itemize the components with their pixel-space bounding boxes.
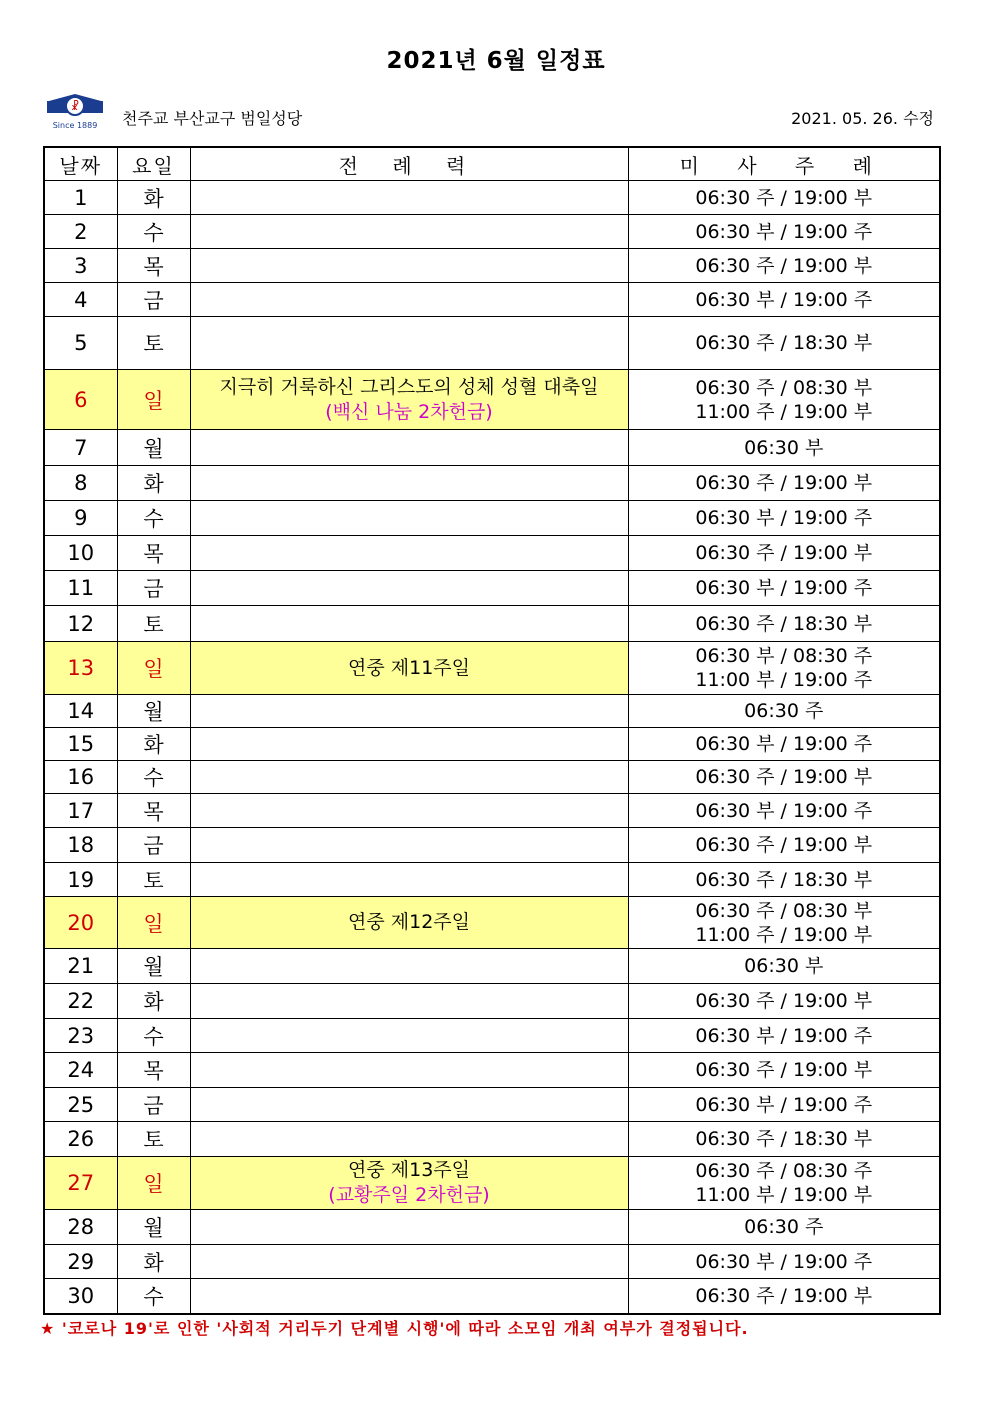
day-cell: 3 bbox=[44, 249, 117, 283]
mass-cell bbox=[628, 430, 940, 466]
mass-times-line: 11:00 부 / 19:00 부 bbox=[695, 1184, 873, 1206]
table-row bbox=[44, 1245, 940, 1279]
table-row bbox=[44, 863, 940, 897]
feast-note: (백신 나눔 2차헌금) bbox=[325, 400, 493, 423]
mass-times-line: 06:30 부 / 19:00 주 bbox=[695, 799, 873, 822]
table-row bbox=[44, 215, 940, 249]
day-cell: 14 bbox=[44, 695, 117, 728]
mass-times-line: 06:30 주 / 19:00 부 bbox=[695, 1284, 873, 1307]
revision-date: 2021. 05. 26. 수정 bbox=[791, 109, 934, 128]
day-cell: 29 bbox=[44, 1245, 117, 1279]
table-row bbox=[44, 1088, 940, 1122]
liturgy-cell bbox=[190, 370, 628, 430]
liturgy-cell bbox=[190, 606, 628, 642]
mass-times-line: 06:30 주 / 19:00 부 bbox=[695, 766, 873, 788]
day-cell: 28 bbox=[44, 1210, 117, 1245]
mass-cell bbox=[628, 984, 940, 1019]
day-cell: 13 bbox=[44, 642, 117, 695]
table-row bbox=[44, 181, 940, 215]
day-cell: 9 bbox=[44, 501, 117, 536]
mass-times-line: 06:30 주 bbox=[744, 1216, 824, 1238]
liturgy-cell bbox=[190, 984, 628, 1019]
mass-times-line: 06:30 부 bbox=[744, 436, 824, 459]
weekday-cell: 금 bbox=[117, 828, 190, 863]
feast-name: 연중 제11주일 bbox=[348, 656, 470, 679]
table-row bbox=[44, 1210, 940, 1245]
table-row bbox=[44, 949, 940, 984]
weekday-cell: 금 bbox=[117, 283, 190, 317]
weekday-cell: 일 bbox=[117, 642, 190, 695]
day-cell: 11 bbox=[44, 571, 117, 606]
liturgy-cell bbox=[190, 1053, 628, 1088]
weekday-cell: 목 bbox=[117, 249, 190, 283]
header-day: 날짜 bbox=[44, 147, 117, 181]
mass-times-line: 06:30 주 / 19:00 부 bbox=[695, 1059, 873, 1081]
liturgy-cell bbox=[190, 1279, 628, 1314]
svg-text:☧: ☧ bbox=[70, 100, 80, 113]
mass-cell bbox=[628, 1019, 940, 1053]
day-cell: 15 bbox=[44, 728, 117, 761]
weekday-cell: 목 bbox=[117, 536, 190, 571]
liturgy-cell bbox=[190, 897, 628, 949]
table-row bbox=[44, 1279, 940, 1314]
liturgy-cell bbox=[190, 215, 628, 249]
weekday-cell: 월 bbox=[117, 949, 190, 984]
mass-times-line: 06:30 부 / 19:00 주 bbox=[695, 577, 873, 599]
weekday-cell: 화 bbox=[117, 181, 190, 215]
mass-cell bbox=[628, 606, 940, 642]
mass-times-line: 06:30 주 / 18:30 부 bbox=[695, 332, 873, 354]
mass-times-line: 06:30 주 / 18:30 부 bbox=[695, 612, 873, 635]
header-row bbox=[44, 147, 940, 181]
mass-cell bbox=[628, 466, 940, 501]
mass-times-line: 06:30 부 / 08:30 주 bbox=[695, 645, 873, 667]
day-cell: 4 bbox=[44, 283, 117, 317]
table-row bbox=[44, 249, 940, 283]
liturgy-cell bbox=[190, 1245, 628, 1279]
table-row bbox=[44, 642, 940, 695]
table-row bbox=[44, 317, 940, 370]
day-cell: 30 bbox=[44, 1279, 117, 1314]
mass-times-line: 06:30 주 bbox=[744, 700, 824, 722]
mass-cell bbox=[628, 370, 940, 430]
weekday-cell: 월 bbox=[117, 695, 190, 728]
mass-cell bbox=[628, 317, 940, 370]
footnote: ★ '코로나 19'로 인한 '사회적 거리두기 단계별 시행'에 따라 소모임 개최 여부가 결정됩니다. bbox=[40, 1319, 749, 1338]
day-cell: 16 bbox=[44, 761, 117, 794]
mass-cell bbox=[628, 761, 940, 794]
weekday-cell: 화 bbox=[117, 1245, 190, 1279]
page-title: 2021년 6월 일정표 bbox=[386, 48, 606, 74]
feast-name: 연중 제12주일 bbox=[348, 911, 470, 933]
mass-times-line: 06:30 주 / 19:00 부 bbox=[695, 542, 873, 564]
liturgy-cell bbox=[190, 249, 628, 283]
weekday-cell: 월 bbox=[117, 430, 190, 466]
day-cell: 20 bbox=[44, 897, 117, 949]
mass-times-line: 06:30 주 / 19:00 부 bbox=[695, 186, 873, 209]
weekday-cell: 수 bbox=[117, 1019, 190, 1053]
liturgy-cell bbox=[190, 828, 628, 863]
mass-times-line: 06:30 부 bbox=[744, 955, 824, 977]
liturgy-cell bbox=[190, 283, 628, 317]
feast-name: 연중 제13주일 bbox=[348, 1159, 470, 1181]
weekday-cell: 수 bbox=[117, 1279, 190, 1314]
liturgy-cell bbox=[190, 501, 628, 536]
mass-times-line: 11:00 주 / 19:00 부 bbox=[695, 923, 873, 946]
mass-cell bbox=[628, 1088, 940, 1122]
table-row bbox=[44, 606, 940, 642]
table-row bbox=[44, 501, 940, 536]
table-row bbox=[44, 571, 940, 606]
mass-times-line: 06:30 주 / 08:30 주 bbox=[695, 1160, 873, 1182]
weekday-cell: 일 bbox=[117, 897, 190, 949]
table-row bbox=[44, 1122, 940, 1157]
day-cell: 24 bbox=[44, 1053, 117, 1088]
mass-times-line: 06:30 부 / 19:00 주 bbox=[695, 220, 873, 243]
liturgy-cell bbox=[190, 695, 628, 728]
mass-cell bbox=[628, 828, 940, 863]
liturgy-cell bbox=[190, 949, 628, 984]
parish-logo bbox=[45, 92, 105, 132]
weekday-cell: 목 bbox=[117, 794, 190, 828]
table-row bbox=[44, 370, 940, 430]
mass-cell bbox=[628, 1053, 940, 1088]
mass-cell bbox=[628, 642, 940, 695]
weekday-cell: 월 bbox=[117, 1210, 190, 1245]
mass-cell bbox=[628, 1122, 940, 1157]
day-cell: 25 bbox=[44, 1088, 117, 1122]
weekday-cell: 토 bbox=[117, 863, 190, 897]
liturgy-cell bbox=[190, 1088, 628, 1122]
liturgy-cell bbox=[190, 642, 628, 695]
day-cell: 8 bbox=[44, 466, 117, 501]
header-weekday: 요일 bbox=[117, 147, 190, 181]
weekday-cell: 토 bbox=[117, 317, 190, 370]
mass-times-line: 06:30 주 / 19:00 부 bbox=[695, 472, 873, 494]
mass-cell bbox=[628, 1157, 940, 1210]
day-cell: 23 bbox=[44, 1019, 117, 1053]
table-row bbox=[44, 466, 940, 501]
day-cell: 12 bbox=[44, 606, 117, 642]
mass-cell bbox=[628, 897, 940, 949]
mass-times-line: 06:30 주 / 18:30 부 bbox=[695, 1128, 873, 1150]
mass-times-line: 06:30 부 / 19:00 주 bbox=[695, 733, 873, 755]
mass-times-line: 06:30 주 / 19:00 부 bbox=[695, 834, 873, 856]
table-row bbox=[44, 283, 940, 317]
day-cell: 26 bbox=[44, 1122, 117, 1157]
day-cell: 18 bbox=[44, 828, 117, 863]
mass-cell bbox=[628, 949, 940, 984]
schedule-table bbox=[43, 146, 941, 1315]
liturgy-cell bbox=[190, 1122, 628, 1157]
mass-cell bbox=[628, 571, 940, 606]
feast-name: 지극히 거룩하신 그리스도의 성체 성혈 대축일 bbox=[219, 375, 599, 398]
liturgy-cell bbox=[190, 317, 628, 370]
table-row bbox=[44, 695, 940, 728]
liturgy-cell bbox=[190, 1019, 628, 1053]
day-cell: 22 bbox=[44, 984, 117, 1019]
weekday-cell: 금 bbox=[117, 571, 190, 606]
organization-name: 천주교 부산교구 범일성당 bbox=[122, 109, 303, 128]
liturgy-cell bbox=[190, 181, 628, 215]
mass-cell bbox=[628, 501, 940, 536]
day-cell: 1 bbox=[44, 181, 117, 215]
mass-cell bbox=[628, 695, 940, 728]
mass-times-line: 06:30 부 / 19:00 주 bbox=[695, 1093, 873, 1116]
mass-cell bbox=[628, 215, 940, 249]
weekday-cell: 목 bbox=[117, 1053, 190, 1088]
table-row bbox=[44, 828, 940, 863]
mass-cell bbox=[628, 863, 940, 897]
header-mass: 미 사 주 례 bbox=[628, 147, 940, 181]
day-cell: 17 bbox=[44, 794, 117, 828]
mass-cell bbox=[628, 536, 940, 571]
day-cell: 5 bbox=[44, 317, 117, 370]
liturgy-cell bbox=[190, 761, 628, 794]
liturgy-cell bbox=[190, 1157, 628, 1210]
day-cell: 21 bbox=[44, 949, 117, 984]
mass-cell bbox=[628, 728, 940, 761]
day-cell: 10 bbox=[44, 536, 117, 571]
weekday-cell: 금 bbox=[117, 1088, 190, 1122]
mass-cell bbox=[628, 249, 940, 283]
weekday-cell: 화 bbox=[117, 728, 190, 761]
mass-times-line: 06:30 주 / 08:30 부 bbox=[695, 376, 873, 399]
weekday-cell: 토 bbox=[117, 1122, 190, 1157]
mass-cell bbox=[628, 794, 940, 828]
mass-times-line: 06:30 주 / 19:00 부 bbox=[695, 990, 873, 1012]
mass-cell bbox=[628, 283, 940, 317]
mass-times-line: 11:00 부 / 19:00 주 bbox=[695, 669, 873, 691]
weekday-cell: 일 bbox=[117, 370, 190, 430]
table-row bbox=[44, 430, 940, 466]
table-row bbox=[44, 1053, 940, 1088]
weekday-cell: 화 bbox=[117, 984, 190, 1019]
weekday-cell: 일 bbox=[117, 1157, 190, 1210]
table-row bbox=[44, 984, 940, 1019]
table-row bbox=[44, 794, 940, 828]
mass-cell bbox=[628, 1279, 940, 1314]
day-cell: 7 bbox=[44, 430, 117, 466]
mass-times-line: 06:30 부 / 19:00 주 bbox=[695, 288, 873, 311]
logo-text: Since 1889 bbox=[52, 121, 98, 130]
weekday-cell: 수 bbox=[117, 761, 190, 794]
liturgy-cell bbox=[190, 536, 628, 571]
day-cell: 6 bbox=[44, 370, 117, 430]
liturgy-cell bbox=[190, 466, 628, 501]
table-row bbox=[44, 1157, 940, 1210]
mass-cell bbox=[628, 181, 940, 215]
day-cell: 2 bbox=[44, 215, 117, 249]
feast-note: (교황주일 2차헌금) bbox=[328, 1184, 490, 1206]
day-cell: 27 bbox=[44, 1157, 117, 1210]
table-row bbox=[44, 536, 940, 571]
mass-times-line: 06:30 부 / 19:00 주 bbox=[695, 507, 873, 529]
header-liturgy: 전 례 력 bbox=[190, 147, 628, 181]
table-row bbox=[44, 1019, 940, 1053]
mass-times-line: 06:30 부 / 19:00 주 bbox=[695, 1024, 873, 1047]
liturgy-cell bbox=[190, 863, 628, 897]
mass-cell bbox=[628, 1245, 940, 1279]
mass-cell bbox=[628, 1210, 940, 1245]
table-row bbox=[44, 761, 940, 794]
mass-times-line: 06:30 주 / 08:30 부 bbox=[695, 899, 873, 922]
mass-times-line: 06:30 주 / 18:30 부 bbox=[695, 868, 873, 891]
mass-times-line: 06:30 부 / 19:00 주 bbox=[695, 1250, 873, 1273]
mass-times-line: 11:00 주 / 19:00 부 bbox=[695, 400, 873, 423]
weekday-cell: 수 bbox=[117, 501, 190, 536]
liturgy-cell bbox=[190, 1210, 628, 1245]
mass-times-line: 06:30 주 / 19:00 부 bbox=[695, 254, 873, 277]
weekday-cell: 화 bbox=[117, 466, 190, 501]
day-cell: 19 bbox=[44, 863, 117, 897]
weekday-cell: 토 bbox=[117, 606, 190, 642]
liturgy-cell bbox=[190, 794, 628, 828]
table-row bbox=[44, 897, 940, 949]
table-row bbox=[44, 728, 940, 761]
weekday-cell: 수 bbox=[117, 215, 190, 249]
liturgy-cell bbox=[190, 571, 628, 606]
liturgy-cell bbox=[190, 728, 628, 761]
liturgy-cell bbox=[190, 430, 628, 466]
